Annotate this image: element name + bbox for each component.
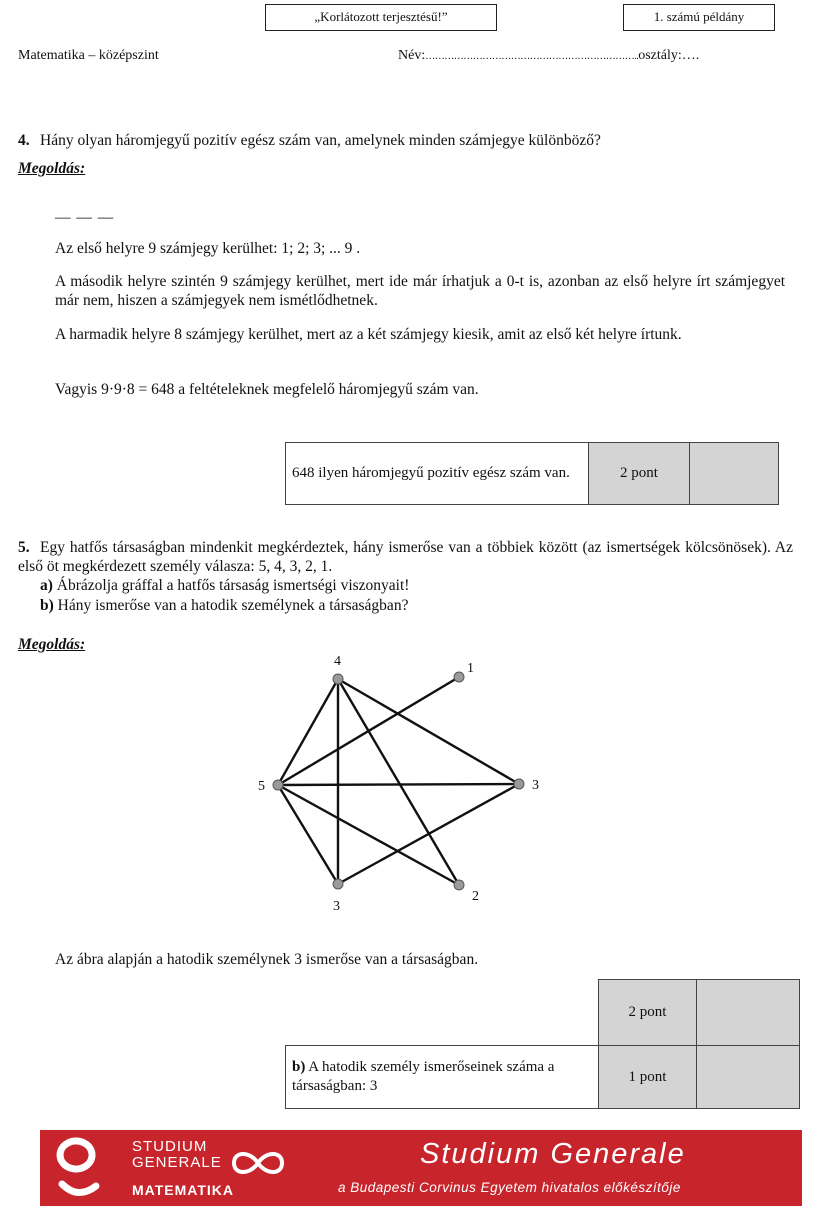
edge-4-5	[278, 679, 338, 785]
logo-studium: STUDIUM	[132, 1138, 208, 1155]
q4-number: 4.	[18, 132, 30, 149]
vertex-4	[333, 674, 343, 684]
q4-p4-formula: 9·9·8 = 648	[101, 381, 175, 398]
q5-score2-text: A hatodik személy ismerőseinek száma a társaságban: 3	[292, 1059, 555, 1094]
restriction-label: „Korlátozott terjesztésű!”	[314, 9, 448, 24]
edge-5-3r	[278, 784, 519, 785]
studium-generale-banner	[40, 1130, 802, 1206]
q5-conclusion: Az ábra alapján a hatodik személynek 3 ismerőse van a társaságban.	[55, 951, 479, 968]
q5-score2-points: 1 pont	[599, 1046, 697, 1109]
q4-paragraph-3: A harmadik helyre 8 számjegy kerülhet, mert az a két számjegy kiesik, amit az első két helyre írtunk.	[55, 326, 682, 343]
q4-paragraph-2: A második helyre szintén 9 számjegy kerülhet, mert ide már írhatjuk a 0-t is, azonban az első helyre írt számjegyet már nem, hiszen a számjegyek nem ismétlődhetnek.	[55, 273, 785, 309]
q5-score1-blank	[286, 980, 599, 1046]
q4-blanks: — — —	[55, 209, 115, 226]
sg-logo-icon	[48, 1130, 108, 1206]
logo-matematika: MATEMATIKA	[132, 1182, 235, 1198]
infinity-icon	[230, 1148, 286, 1178]
vertex-5	[273, 780, 283, 790]
vertex-3-right	[514, 779, 524, 789]
q4-paragraph-1: Az első helyre 9 számjegy kerülhet: 1; 2; 3; ... 9 .	[55, 240, 361, 257]
subject-label: Matematika – középszint	[18, 48, 159, 63]
q5-score-table	[285, 979, 800, 1109]
q5-a-label: a)	[40, 577, 53, 594]
edge-4-2	[338, 679, 459, 885]
vertex-3-bottom	[333, 879, 343, 889]
q5-score2-text-cell	[286, 1046, 599, 1109]
vertex-label-1: 1	[467, 661, 474, 676]
q5-question-text: Egy hatfős társaságban mindenkit megkérdeztek, hány ismerőse van a többiek között (az ismertségek kölcsönösek). Az első öt megkérdezett személy válasza: 5, 4, 3, 2, 1.	[18, 539, 793, 575]
q5-score1-points: 2 pont	[599, 980, 697, 1046]
q5-b-label: b)	[40, 597, 54, 614]
vertex-label-2: 2	[472, 889, 479, 904]
copy-number-label: 1. számú példány	[653, 9, 745, 24]
brand-name: Studium Generale	[420, 1138, 686, 1170]
edge-5-2	[278, 785, 459, 885]
name-label: Név:	[398, 48, 426, 63]
vertex-label-4: 4	[334, 654, 341, 669]
vertex-2	[454, 880, 464, 890]
class-label: osztály:….	[638, 48, 700, 63]
vertex-label-3-bottom: 3	[333, 899, 340, 914]
q4-solution-label: Megoldás:	[18, 160, 86, 177]
q5-solution-label: Megoldás:	[18, 636, 86, 653]
q4-question-text: Hány olyan háromjegyű pozitív egész szám van, amelynek minden számjegye különböző?	[40, 132, 601, 149]
q5-number: 5.	[18, 539, 30, 556]
logo-generale: GENERALE	[132, 1154, 222, 1171]
q5-b-text: Hány ismerőse van a hatodik személynek a társaságban?	[57, 597, 409, 614]
q4-p4-suffix: a feltételeknek megfelelő háromjegyű szám van.	[178, 381, 479, 398]
vertex-label-5: 5	[258, 779, 265, 794]
q4-score-points: 2 pont	[589, 443, 690, 505]
vertex-label-3-right: 3	[532, 778, 539, 793]
q5-score1-empty	[697, 980, 800, 1046]
edge-5-1	[278, 677, 459, 785]
q4-score-text: 648 ilyen háromjegyű pozitív egész szám van.	[286, 443, 589, 505]
q5-a-text: Ábrázolja gráffal a hatfős társaság ismertségi viszonyait!	[56, 577, 410, 594]
edge-5-3b	[278, 785, 338, 884]
brand-tagline: a Budapesti Corvinus Egyetem hivatalos előkészítője	[338, 1180, 681, 1195]
name-dots: …………………………………………………………..	[425, 51, 639, 62]
vertex-1	[454, 672, 464, 682]
q5-score2-empty	[697, 1046, 800, 1109]
q4-p4-prefix: Vagyis	[55, 381, 98, 398]
q5-score2-label: b)	[292, 1059, 306, 1075]
